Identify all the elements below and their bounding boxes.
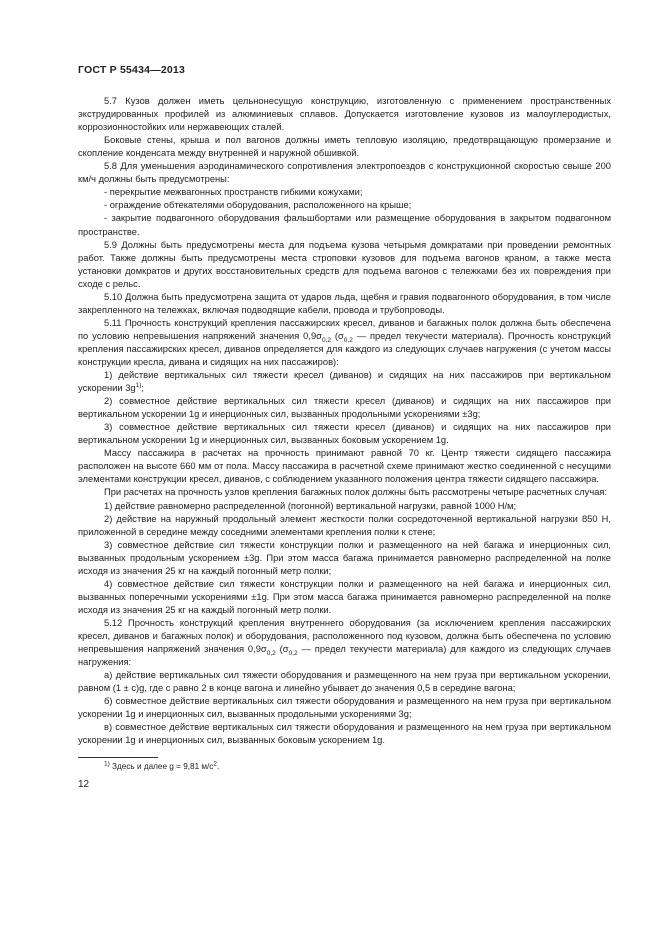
load-case-2: 2) совместное действие вертикальных сил тяжести кресел (диванов) и сидящих на них пассажиров при вертикальном ускорении 1g и инерционных сил, вызванных продольными ускорениями ±3g; xyxy=(78,396,611,420)
equipment-case-c: в) совместное действие вертикальных сил тяжести оборудования и размещенного на нем груза при вертикальном ускорении 1g и инерционных сил, вызванных боковым ускорением 1g. xyxy=(78,722,611,746)
load-case-3: 3) совместное действие вертикальных сил тяжести кресел (диванов) и сидящих на них пассажиров при вертикальном ускорении 1g и инерционных сил, вызванных боковым ускорением 1g. xyxy=(78,422,611,446)
page-header: ГОСТ Р 55434—2013 xyxy=(78,64,186,76)
paragraph-passenger-mass: Массу пассажира в расчетах на прочность принимают равной 70 кг. Центр тяжести сидящего пассажира расположен на высоте 660 мм от пола. Массу пассажира в расчетной схеме принимают жестко соединенной с несущими элементами конструкции кресел, диванов, с соблюдением указанного положения центра тяжести сидящего пассажира. xyxy=(78,448,611,485)
shelf-case-4: 4) совместное действие сил тяжести конструкции полки и размещенного на ней багажа и инерционных сил, вызванных поперечными ускорениями ±1g. При этом масса багажа принимается равномерно распределенной на полке исходя из значения 25 кг на каждый погонный метр полки. xyxy=(78,578,611,615)
footnote-ref: 1) xyxy=(135,381,142,389)
paragraph-insulation: Боковые стены, крыша и пол вагонов должны иметь тепловую изоляцию, предотвращающую промерзание и скопление конденсата между внутренней и наружной обшивкой. xyxy=(78,135,611,159)
paragraph-5-12: 5.12 Прочность конструкций крепления внутреннего оборудования (за исключением крепления пассажирских кресел, диванов и багажных полок) и оборудования, расположенного под кузовом, должна быть обеспечена по условию непревышения напряжений значения $0,9\sigma_{0,2}$ ($\sigma_{0,2}$ — предел текучести материала) для каждого из следующих случаев нагружения: xyxy=(78,617,612,668)
footnote: $^{1)}$ Здесь и далее g = 9,81 $м/с^2$. xyxy=(104,760,220,772)
shelf-case-3: 3) совместное действие сил тяжести конструкции полки и размещенного на ней багажа и инерционных сил, вызванных продольным ускорением ±3g. При этом масса багажа принимается равномерно распределенной на полке исходя из значения 25 кг на каждый погонный метр полки; xyxy=(78,539,611,576)
paragraph-shelf-cases: При расчетах на прочность узлов крепления багажных полок должны быть рассмотрены четыре расчетных случая: xyxy=(104,487,608,498)
document-body xyxy=(78,95,611,747)
paragraph-5-11: 5.11 Прочность конструкций крепления пассажирских кресел, диванов и багажных полок должна быть обеспечена по условию непревышения напряжений значения $0,9\sigma_{0,2}$ ($\sigma_{0,2}$ — предел текучести материала). Прочность конструкций крепления пассажирских кресел, диванов определяется для каждого из следующих случаев нагружения (с учетом массы конструкции кресла, дивана и сидящих на них пассажиров): xyxy=(78,317,611,367)
footnote-divider xyxy=(78,757,158,758)
paragraph-5-10: 5.10 Должна быть предусмотрена защита от ударов льда, щебня и гравия подвагонного оборудования, в том числе закрепленного на тележках, включая подводящие кабели, провода и трубопроводы. xyxy=(78,291,611,315)
page-number: 12 xyxy=(78,779,90,791)
paragraph-5-8: 5.8 Для уменьшения аэродинамического сопротивления электропоездов с конструкционной скоростью свыше 200 км/ч должны быть предусмотрены: xyxy=(78,161,611,185)
shelf-case-2: 2) действие на наружный продольный элемент жесткости полки сосредоточенной вертикальной нагрузки 850 Н, приложенной в середине между соседними элементами крепления полки к стене; xyxy=(78,513,611,537)
list-item: - ограждение обтекателями оборудования, расположенного на крыше; xyxy=(104,200,412,211)
list-item: - закрытие подвагонного оборудования фальшбортами или размещение оборудования в закрытом подвагонном пространстве. xyxy=(78,213,611,237)
list-item: - перекрытие межвагонных пространств гибкими кожухами; xyxy=(104,187,363,198)
shelf-case-1: 1) действие равномерно распределенной (погонной) вертикальной нагрузки, равной 1000 Н/м; xyxy=(104,500,517,511)
equipment-case-b: б) совместное действие вертикальных сил тяжести оборудования и размещенного на нем груза при вертикальном ускорении 1g и инерционных сил, вызванных продольными ускорениями 3g; xyxy=(78,696,611,720)
load-case-1: 1) действие вертикальных сил тяжести кресел (диванов) и сидящих на них пассажиров при вертикальном ускорении $3g^{1)}$; xyxy=(78,370,611,394)
equipment-case-a: а) действие вертикальных сил тяжести оборудования и размещенного на нем груза при вертикальном ускорении, равном (1 ± с)g, где с равно 2 в конце вагона и линейно убывает до значения 0,5 в середине вагона; xyxy=(78,670,611,694)
paragraph-5-9: 5.9 Должны быть предусмотрены места для подъема кузова четырьмя домкратами при проведении ремонтных работ. Также должны быть предусмотрены места строповки кузовов для подъема вагонов краном, а также места установки домкратов и других восстановительных средств для подъема вагонов с тележками без их повреждения при сходе с рельс. xyxy=(78,239,611,289)
paragraph-5-7: 5.7 Кузов должен иметь цельнонесущую конструкцию, изготовленную с применением пространственных экструдированных профилей из алюминиевых сплавов. Допускается изготовление кузовов из малоуглеродистых, коррозионностойких или нержавеющих сталей. xyxy=(78,96,611,133)
